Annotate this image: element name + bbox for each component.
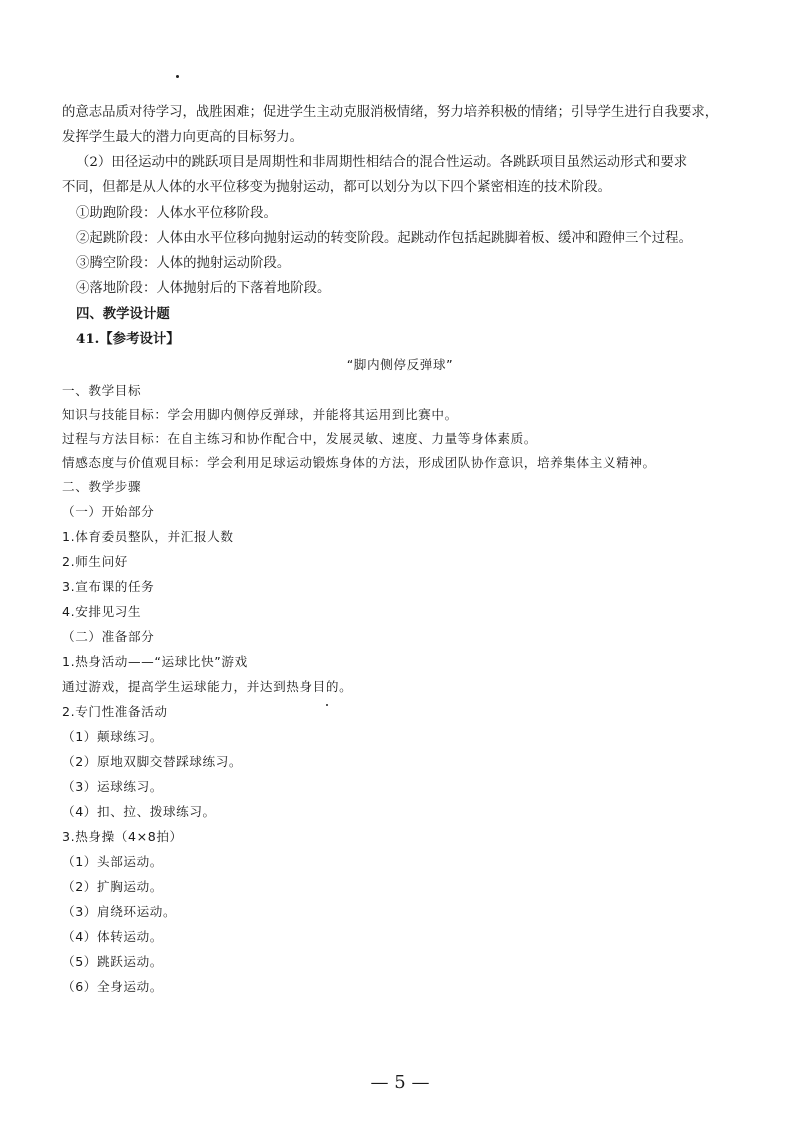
- plan-line: 通过游戏，提高学生运球能力，并达到热身目的。: [62, 679, 353, 694]
- plan-line: （1）头部运动。: [62, 854, 163, 869]
- text-line: 的意志品质对待学习，战胜困难；促进学生主动克服消极情绪，努力培养积极的情绪；引导学生进行自我要求，: [62, 105, 719, 120]
- plan-line: 知识与技能目标：学会用脚内侧停反弹球，并能将其运用到比赛中。: [62, 407, 458, 422]
- plan-line: （3）肩绕环运动。: [62, 904, 177, 919]
- plan-line: 情感态度与价值观目标：学会利用足球运动锻炼身体的方法，形成团队协作意识，培养集体主义精神。: [62, 455, 656, 470]
- plan-line: 过程与方法目标：在自主练习和协作配合中，发展灵敏、速度、力量等身体素质。: [62, 431, 537, 446]
- plan-line: 2.师生问好: [62, 554, 128, 569]
- plan-heading: 一、教学目标: [62, 383, 142, 398]
- text-line: 不同，但都是从人体的水平位移变为抛射运动，都可以划分为以下四个紧密相连的技术阶段。: [62, 180, 612, 195]
- plan-line: （4）扣、拉、拨球练习。: [62, 804, 216, 819]
- plan-line: （6）全身运动。: [62, 979, 163, 994]
- plan-heading: 二、教学步骤: [62, 479, 142, 494]
- plan-line: 3.热身操（4×8拍）: [62, 829, 183, 844]
- plan-subheading: （一）开始部分: [62, 504, 155, 519]
- lesson-title: “脚内侧停反弹球”: [346, 357, 454, 372]
- plan-line: （2）扩胸运动。: [62, 879, 163, 894]
- stage-item: ④落地阶段：人体抛射后的下落着地阶段。: [76, 281, 331, 296]
- stage-item: ②起跳阶段：人体由水平位移向抛射运动的转变阶段。起跳动作包括起跳脚着板、缓冲和蹬伸三个过程。: [76, 231, 692, 246]
- stage-item: ①助跑阶段：人体水平位移阶段。: [76, 206, 277, 221]
- plan-line: 2.专门性准备活动: [62, 704, 168, 719]
- plan-line: （5）跳跃运动。: [62, 954, 163, 969]
- text-line: （2）田径运动中的跳跃项目是周期性和非周期性相结合的混合性运动。各跳跃项目虽然运动形式和要求: [76, 155, 688, 170]
- plan-line: （1）颠球练习。: [62, 729, 163, 744]
- plan-line: 4.安排见习生: [62, 604, 142, 619]
- plan-subheading: （二）准备部分: [62, 629, 155, 644]
- page-number: — 5 —: [370, 1072, 430, 1093]
- section-heading: 四、教学设计题: [76, 306, 170, 322]
- text-line: 发挥学生最大的潜力向更高的目标努力。: [62, 130, 304, 145]
- stage-item: ③腾空阶段：人体的抛射运动阶段。: [76, 256, 291, 271]
- plan-line: （3）运球练习。: [62, 779, 163, 794]
- plan-line: 1.热身活动——“运球比快”游戏: [62, 654, 248, 669]
- plan-line: 1.体育委员整队，并汇报人数: [62, 529, 234, 544]
- stray-dot: [176, 75, 179, 78]
- plan-line: （4）体转运动。: [62, 929, 163, 944]
- plan-line: （2）原地双脚交替踩球练习。: [62, 754, 243, 769]
- plan-line: 3.宣布课的任务: [62, 579, 155, 594]
- question-label: 41.【参考设计】: [76, 331, 180, 347]
